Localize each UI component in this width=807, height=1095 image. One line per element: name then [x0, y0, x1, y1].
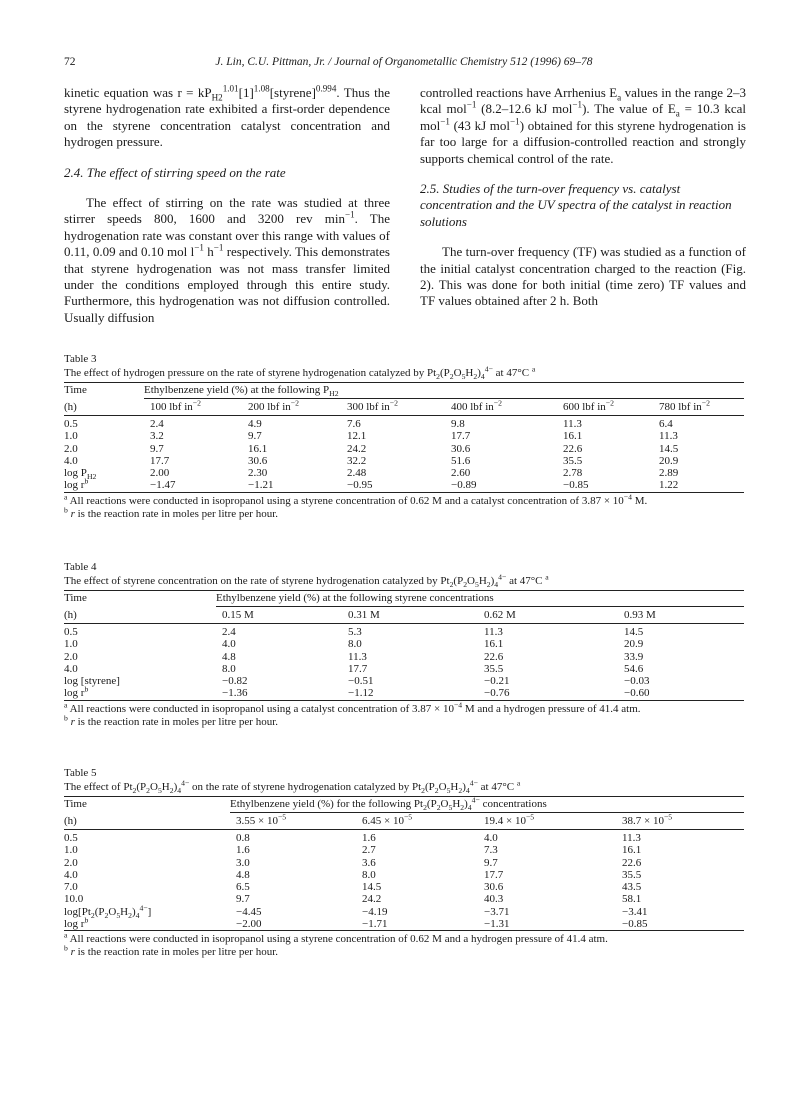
table-4-group-header: Ethylbenzene yield (%) at the following styrene concentrations — [216, 591, 744, 608]
right-paragraph-2: The turn-over frequency (TF) was studied as a function of the initial catalyst concentration charged to the reaction (Fig. 2). This was done for both initial (time zero) TF values and TF values obtained after 2 h. Both — [420, 244, 746, 309]
left-paragraph-1: kinetic equation was $r = kP_{H2}^{1.01}[1]^{1.08}[styrene]^{0.994}$. Thus the styrene hydrogenation rate exhibited a first-order dependence on the styrene concentration catalyst concentration and hydrogen pressure. — [64, 83, 390, 150]
table-row: $\log P_{H2}$ 2.00 2.30 2.48 2.60 2.78 2.89 — [64, 467, 679, 482]
right-column — [420, 85, 746, 310]
table-3-unit-row — [64, 400, 744, 416]
table-3-grid — [64, 382, 744, 493]
table-4-footnote-a: $^a$ All reactions were conducted in isopropanol using a catalyst concentration of $3.87 \times 10^{-4}$ M and a hydrogen pressure of 41.4 atm. — [64, 700, 641, 715]
table-5-time-unit: (h) — [64, 814, 230, 830]
table-5-caption: The effect of $Pt_2(P_2O_5H_2)_4^{4-}$ on the rate of styrene hydrogenation catalyzed by $Pt_2(P_2O_5H_2)_4^{4-}$ at 47°C $^a$ — [64, 778, 521, 796]
table-4-header-row — [64, 591, 744, 608]
running-header — [64, 56, 744, 72]
table-row: log [styrene] −0.82 −0.51 −0.21 −0.03 — [64, 675, 650, 688]
table-3-caption: The effect of hydrogen pressure on the rate of styrene hydrogenation catalyzed by $Pt_2(P_2O_5H_2)_4^{4-}$ at 47°C $^a$ — [64, 364, 536, 382]
table-row: 2.0 3.0 3.6 9.7 22.6 — [64, 856, 642, 869]
journal-running-title: J. Lin, C.U. Pittman, Jr. / Journal of Organometallic Chemistry 512 (1996) 69–78 — [215, 56, 593, 68]
table-row: 1.0 1.6 2.7 7.3 16.1 — [64, 844, 642, 857]
table-4-time-unit: (h) — [64, 608, 216, 624]
table-3-col-4: 400 lbf $in^{-2}$ — [445, 400, 557, 416]
table-4-time-header: Time — [64, 592, 87, 604]
table-5-group-header: Ethylbenzene yield (%) for the following $Pt_2(P_2O_5H_2)_4^{4-}$ concentrations — [230, 797, 744, 814]
table-3-footnotes — [64, 492, 744, 521]
table-3-group-header: Ethylbenzene yield (%) at the following $P_{H2}$ — [144, 383, 744, 400]
table-4-col-2: 0.31 M — [342, 608, 478, 624]
table-row: 2.0 4.8 11.3 22.6 33.9 — [64, 650, 644, 663]
table-row: 7.0 6.5 14.5 30.6 43.5 — [64, 881, 642, 894]
left-paragraph-2: The effect of stirring on the rate was studied at three stirrer speeds 800, 1600 and 3200 rev $\min^{-1}$. The hydrogenation rate was constant over this range with values of 0.11, 0.09 and 0.10 mol $l^{-1}$ $h^{-1}$ respectively. This demonstrates that styrene hydrogenation was not mass transfer limited under the conditions employed through this entire study. Furthermore, this hydrogenation was not diffusion controlled. Usually diffusion — [64, 195, 390, 325]
table-3-footnote-a: $^a$ All reactions were conducted in isopropanol using a styrene concentration of 0.62 M and a catalyst concentration of $3.87 \times 10^{-4}$ M. — [64, 492, 648, 507]
table-4-unit-row — [64, 608, 744, 624]
right-paragraph-1: controlled reactions have Arrhenius $E_a$ values in the range 2–3 kcal mol$^{-1}$ (8.2–12.6 kJ mol$^{-1}$). The value of $E_a = 10.3$ kcal mol$^{-1}$ (43 kJ mol$^{-1}$) obtained for this styrene hydrogenation is far too large for a diffusion-controlled reaction and strongly supports chemical control of the rate. — [420, 85, 746, 166]
table-row: $\log r^b$ −1.36 −1.12 −0.76 −0.60 — [64, 684, 650, 700]
table-4-col-3: 0.62 M — [478, 608, 618, 624]
table-3-time-unit: (h) — [64, 400, 144, 416]
page-number: 72 — [64, 56, 76, 68]
table-5-grid — [64, 796, 744, 931]
table-3-footnote-b: $^b$ r is the reaction rate in moles per litre per hour. — [64, 505, 278, 520]
table-3-header-row — [64, 383, 744, 400]
table-row: $\log r^b$ −2.00 −1.71 −1.31 −0.85 — [64, 915, 648, 931]
table-row: 4.0 4.8 8.0 17.7 35.5 — [64, 868, 642, 881]
table-4-caption: The effect of styrene concentration on the rate of styrene hydrogenation catalyzed by $Pt_2(P_2O_5H_2)_4^{4-}$ at 47°C $^a$ — [64, 572, 549, 590]
table-4-col-1: 0.15 M — [216, 608, 342, 624]
table-5-footnotes — [64, 930, 744, 959]
table-row: 0.5 0.8 1.6 4.0 11.3 — [64, 832, 641, 844]
table-4-footnotes — [64, 700, 744, 729]
section-heading-2-5: 2.5. Studies of the turn-over frequency vs. catalyst concentration and the UV spectra of the catalyst in reaction solutions — [420, 181, 732, 229]
table-row: $\log r^b$ −1.47 −1.21 −0.95 −0.89 −0.85 1.22 — [64, 476, 679, 492]
table-row: 1.0 3.2 9.7 12.1 17.7 16.1 11.3 — [64, 430, 678, 443]
section-heading-2-4: 2.4. The effect of stirring speed on the rate — [64, 164, 286, 180]
table-5-col-2: $6.45 \times 10^{-5}$ — [356, 814, 478, 830]
table-5-col-4: $38.7 \times 10^{-5}$ — [616, 814, 744, 830]
table-3-col-5: 600 lbf $in^{-2}$ — [557, 400, 653, 416]
table-3-label: Table 3 — [64, 353, 97, 365]
table-5-unit-row — [64, 814, 744, 830]
table-4-label: Table 4 — [64, 561, 97, 573]
table-3-col-3: 300 lbf $in^{-2}$ — [341, 400, 445, 416]
table-3-col-2: 200 lbf $in^{-2}$ — [242, 400, 341, 416]
table-3-col-6: 780 lbf $in^{-2}$ — [653, 400, 744, 416]
table-5-footnote-a: $^a$ All reactions were conducted in isopropanol using a styrene concentration of 0.62 M and a hydrogen pressure of 41.4 atm. — [64, 930, 608, 946]
table-row: 1.0 4.0 8.0 16.1 20.9 — [64, 638, 644, 651]
table-4-footnote-b: $^b$ r is the reaction rate in moles per litre per hour. — [64, 713, 278, 728]
table-row: $\log[Pt_2(P_2O_5H_2)_4^{4-}]$ −4.45 −4.19 −3.71 −3.41 — [64, 903, 648, 920]
table-5-footnote-b: $^b$ r is the reaction rate in moles per litre per hour. — [64, 943, 278, 959]
table-5-col-1: $3.55 \times 10^{-5}$ — [230, 814, 356, 830]
table-4-col-4: 0.93 M — [618, 608, 744, 624]
table-5-col-3: $19.4 \times 10^{-5}$ — [478, 814, 616, 830]
table-5-time-header: Time — [64, 798, 87, 810]
table-3-col-1: 100 lbf $in^{-2}$ — [144, 400, 242, 416]
table-row: 4.0 8.0 17.7 35.5 54.6 — [64, 662, 644, 675]
table-5-label: Table 5 — [64, 767, 97, 779]
table-row: 0.5 2.4 4.9 7.6 9.8 11.3 6.4 — [64, 418, 673, 430]
table-3-time-header: Time — [64, 384, 87, 396]
table-4-grid — [64, 590, 744, 701]
table-row: 2.0 9.7 16.1 24.2 30.6 22.6 14.5 — [64, 442, 679, 455]
table-5 — [64, 767, 744, 959]
left-column — [64, 85, 390, 326]
table-row: 4.0 17.7 30.6 32.2 51.6 35.5 20.9 — [64, 454, 679, 467]
table-4 — [64, 561, 744, 729]
table-3 — [64, 353, 744, 521]
table-row: 0.5 2.4 5.3 11.3 14.5 — [64, 626, 644, 638]
table-row: 10.0 9.7 24.2 40.3 58.1 — [64, 893, 642, 906]
